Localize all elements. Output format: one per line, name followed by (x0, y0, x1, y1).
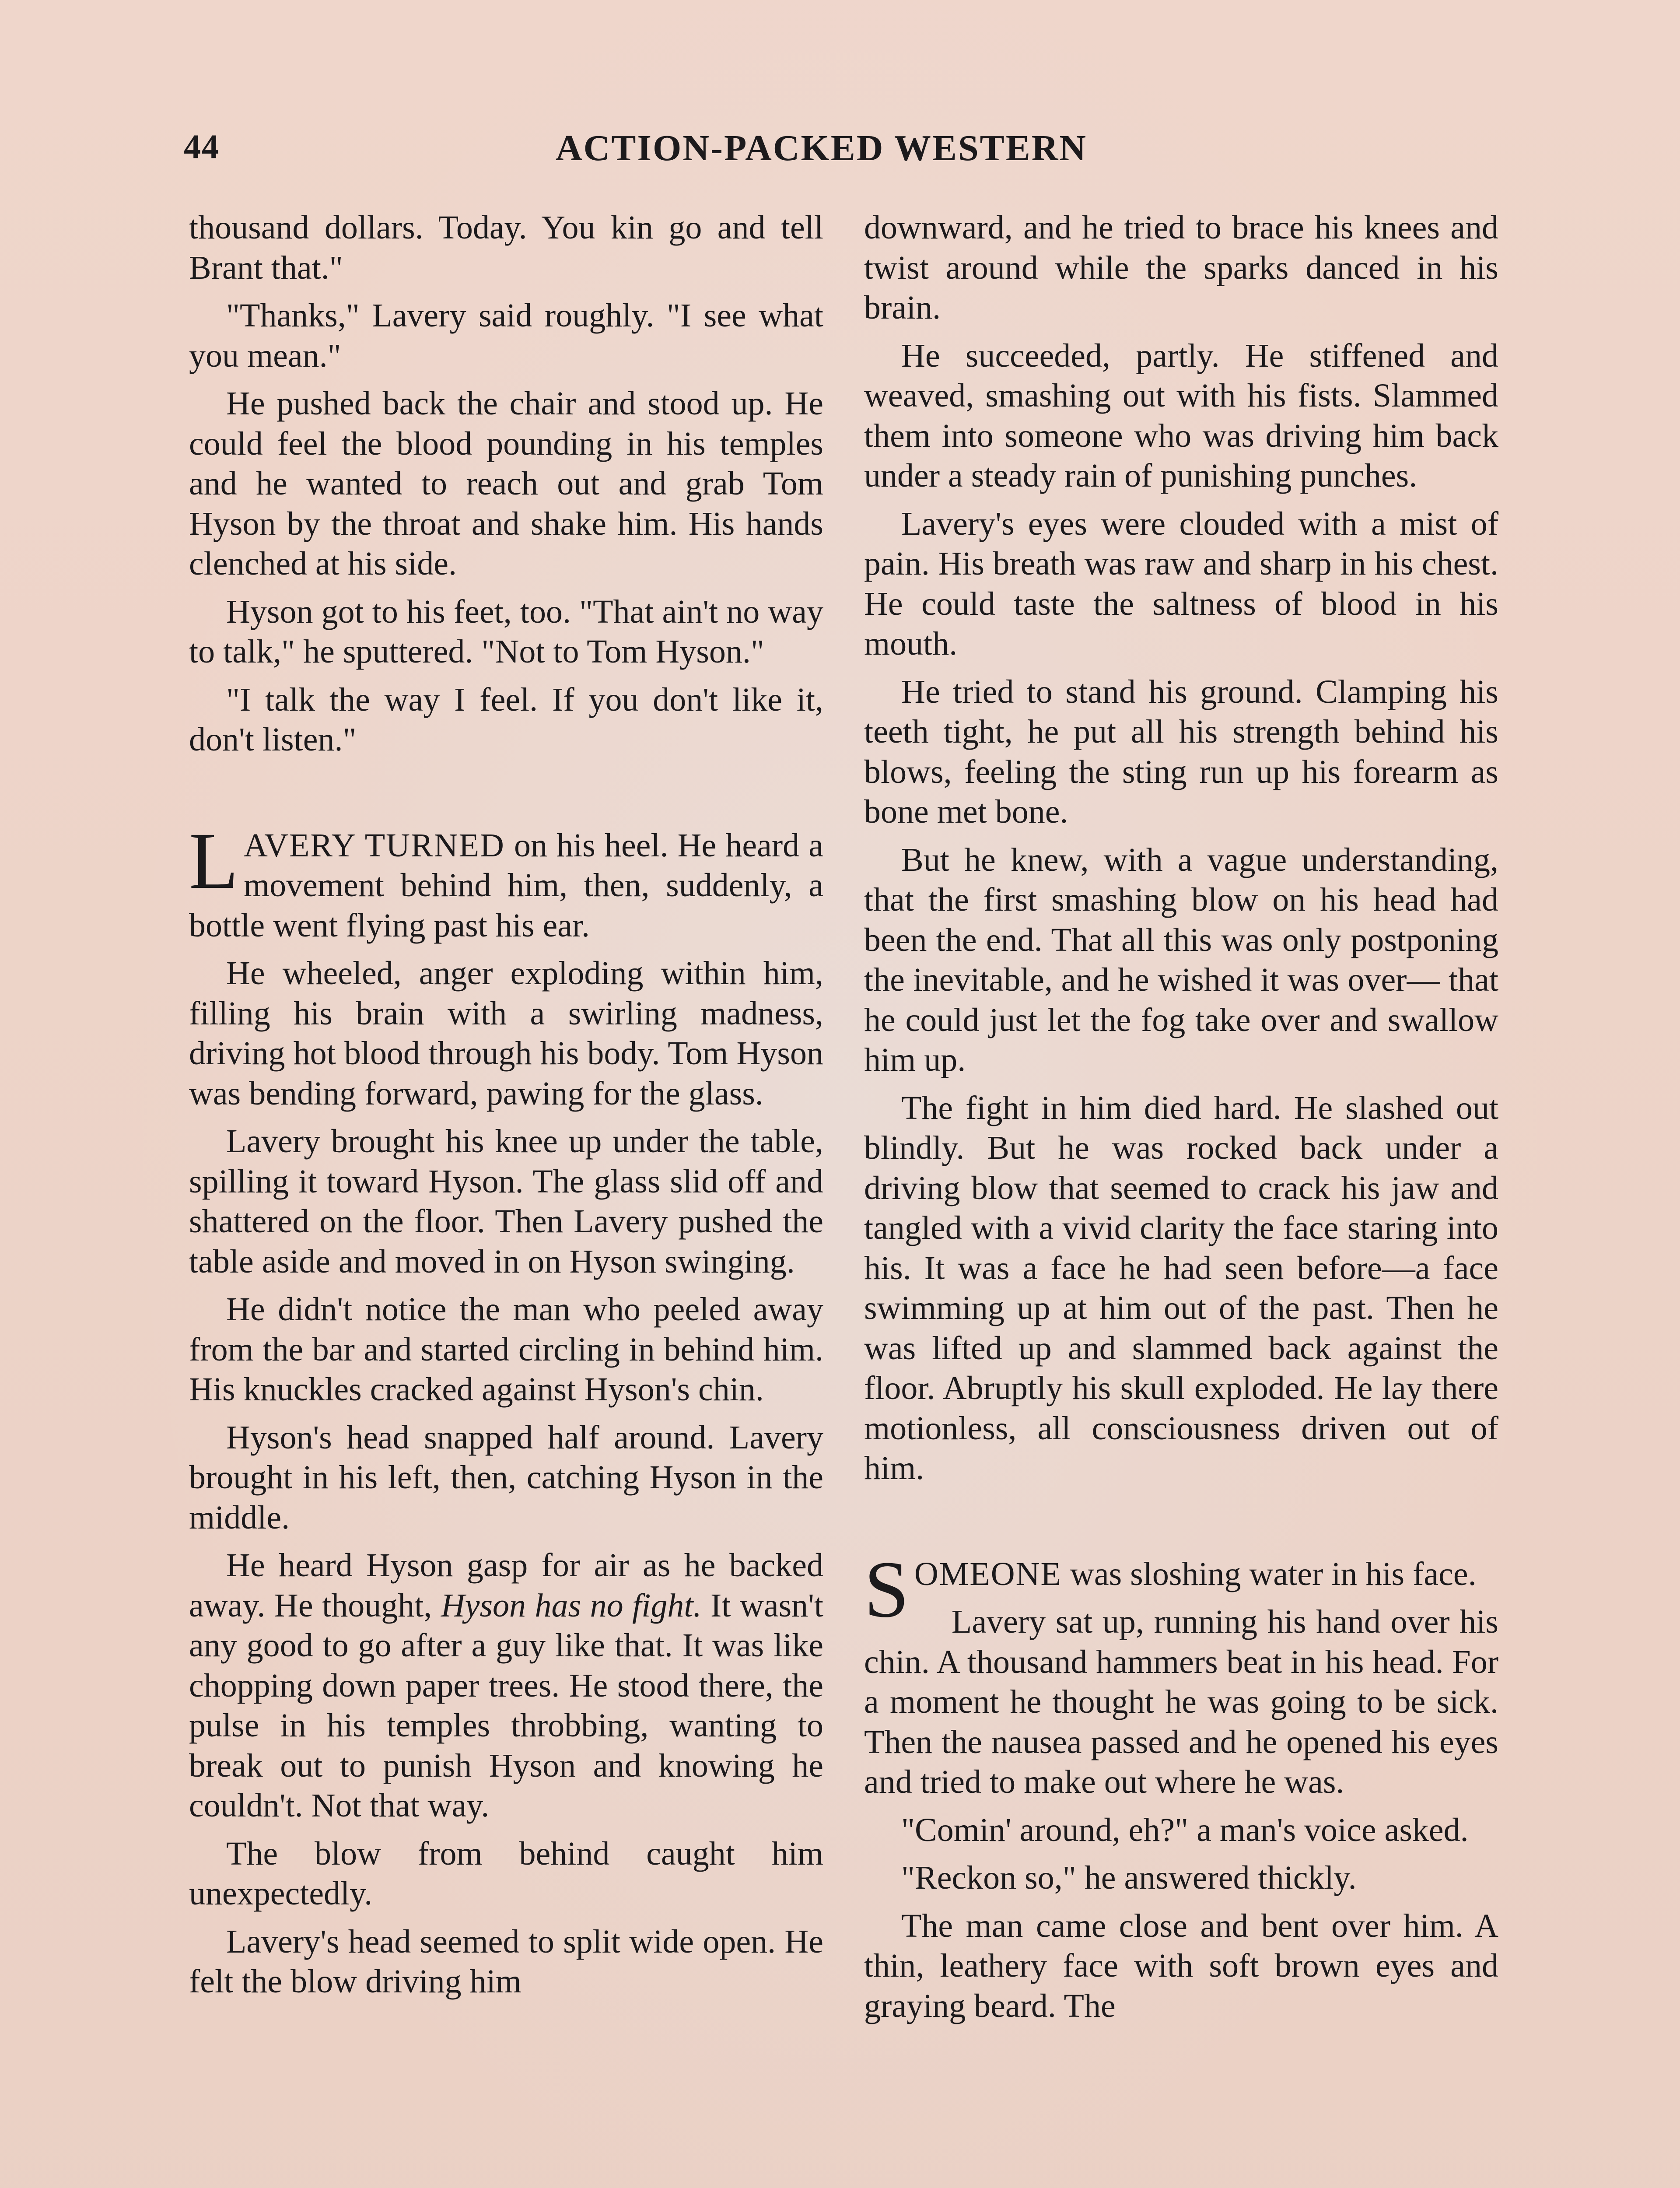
paragraph: "I talk the way I feel. If you don't like it, don't listen." (189, 681, 823, 758)
section-opening-paragraph (189, 816, 823, 946)
left-column (189, 208, 823, 2002)
paragraph: Hyson's head snapped half around. Lavery brought in his left, then, catching Hyson in the middle. (189, 1419, 823, 1536)
paragraph: Hyson got to his feet, too. "That ain't no way to talk," he sputtered. "Not to Tom Hyson." (189, 593, 823, 670)
paragraph: He wheeled, anger exploding within him, filling his brain with a swirling madness, driving hot blood through his body. Tom Hyson was bending forward, pawing for the glass. (189, 955, 823, 1112)
drop-cap: S (864, 1544, 909, 1634)
paragraph: "Thanks," Lavery said roughly. "I see what you mean." (189, 297, 823, 374)
paragraph: He didn't notice the man who peeled away from the bar and started circling in behind him. His knuckles cracked against Hyson's chin. (189, 1291, 823, 1408)
paragraph: But he knew, with a vague understanding, that the first smashing blow on his head had been the end. That all this was only postponing the inevitable, and he wished it was over— that he could just let the fog take over and swallow him up. (864, 841, 1498, 1078)
section-lead-caps: OMEONE (914, 1555, 1062, 1592)
paragraph: The man came close and bent over him. A thin, leathery face with soft brown eyes and graying beard. The (864, 1907, 1498, 2024)
page-number: 44 (184, 127, 220, 165)
right-column (864, 208, 1498, 2026)
page-header (184, 127, 1496, 175)
paragraph-text: on his heel. He heard a movement behind him, then, suddenly, a bottle went flying past his ear. (189, 827, 823, 944)
drop-cap: L (189, 816, 239, 906)
section-opening-paragraph (864, 1544, 1498, 1634)
paragraph: He succeeded, partly. He stiffened and weaved, smashing out with his fists. Slammed them into someone who was driving him back under a steady rain of punishing punches. (864, 337, 1498, 494)
section-lead-caps: AVERY TURNED (244, 827, 505, 864)
paragraph-text: It wasn't any good to go after a guy like that. It was like chopping down paper trees. He stood there, the pulse in his temples throbbing, wanting to break out to punish Hyson and knowing he couldn't. Not that way. (189, 1587, 823, 1824)
paragraph: "Comin' around, eh?" a man's voice asked. (901, 1811, 1469, 1848)
running-title: ACTION-PACKED WESTERN (556, 128, 1088, 168)
paragraph: He pushed back the chair and stood up. He could feel the blood pounding in his temples and he wanted to reach out and grab Tom Hyson by the throat and shake him. His hands clenched at his side. (189, 385, 823, 582)
paragraph: The fight in him died hard. He slashed out blindly. But he was rocked back under a driving blow that seemed to crack his jaw and tangled with a vivid clarity the face staring into his. It was a face he had seen before—a face swimming up at him out of the past. Then he was lifted up and slammed back against the floor. Abruptly his skull exploded. He lay there motionless, all consciousness driven out of him. (864, 1089, 1498, 1487)
paragraph: Lavery's eyes were clouded with a mist of pain. His breath was raw and sharp in his chest. He could taste the saltness of blood in his mouth. (864, 505, 1498, 662)
paragraph-text: He heard Hyson gasp for air as he backed away. He thought, (189, 1547, 823, 1624)
paragraph: He tried to stand his ground. Clamping his teeth tight, he put all his strength behind his blows, feeling the sting run up his forearm as bone met bone. (864, 673, 1498, 830)
paragraph: downward, and he tried to brace his knees and twist around while the sparks danced in his brain. (864, 209, 1498, 326)
paragraph: The blow from behind caught him unexpectedly. (189, 1835, 823, 1912)
italic-thought: Hyson has no fight. (441, 1587, 702, 1624)
paragraph: "Reckon so," he answered thickly. (901, 1859, 1357, 1896)
paragraph-text: was sloshing water in his face. (1061, 1555, 1477, 1592)
paragraph: Lavery brought his knee up under the table, spilling it toward Hyson. The glass slid off and shattered on the floor. Then Lavery pushed the table aside and moved in on Hyson swinging. (189, 1123, 823, 1280)
paragraph: Lavery's head seemed to split wide open. He felt the blow driving him (189, 1923, 823, 2000)
paragraph: thousand dollars. Today. You kin go and tell Brant that." (189, 209, 823, 286)
paragraph (189, 1546, 823, 1826)
paragraph: Lavery sat up, running his hand over his chin. A thousand hammers beat in his head. For a moment he thought he was going to be sick. Then the nausea passed and he opened his eyes and tried to make out where he was. (864, 1603, 1498, 1800)
